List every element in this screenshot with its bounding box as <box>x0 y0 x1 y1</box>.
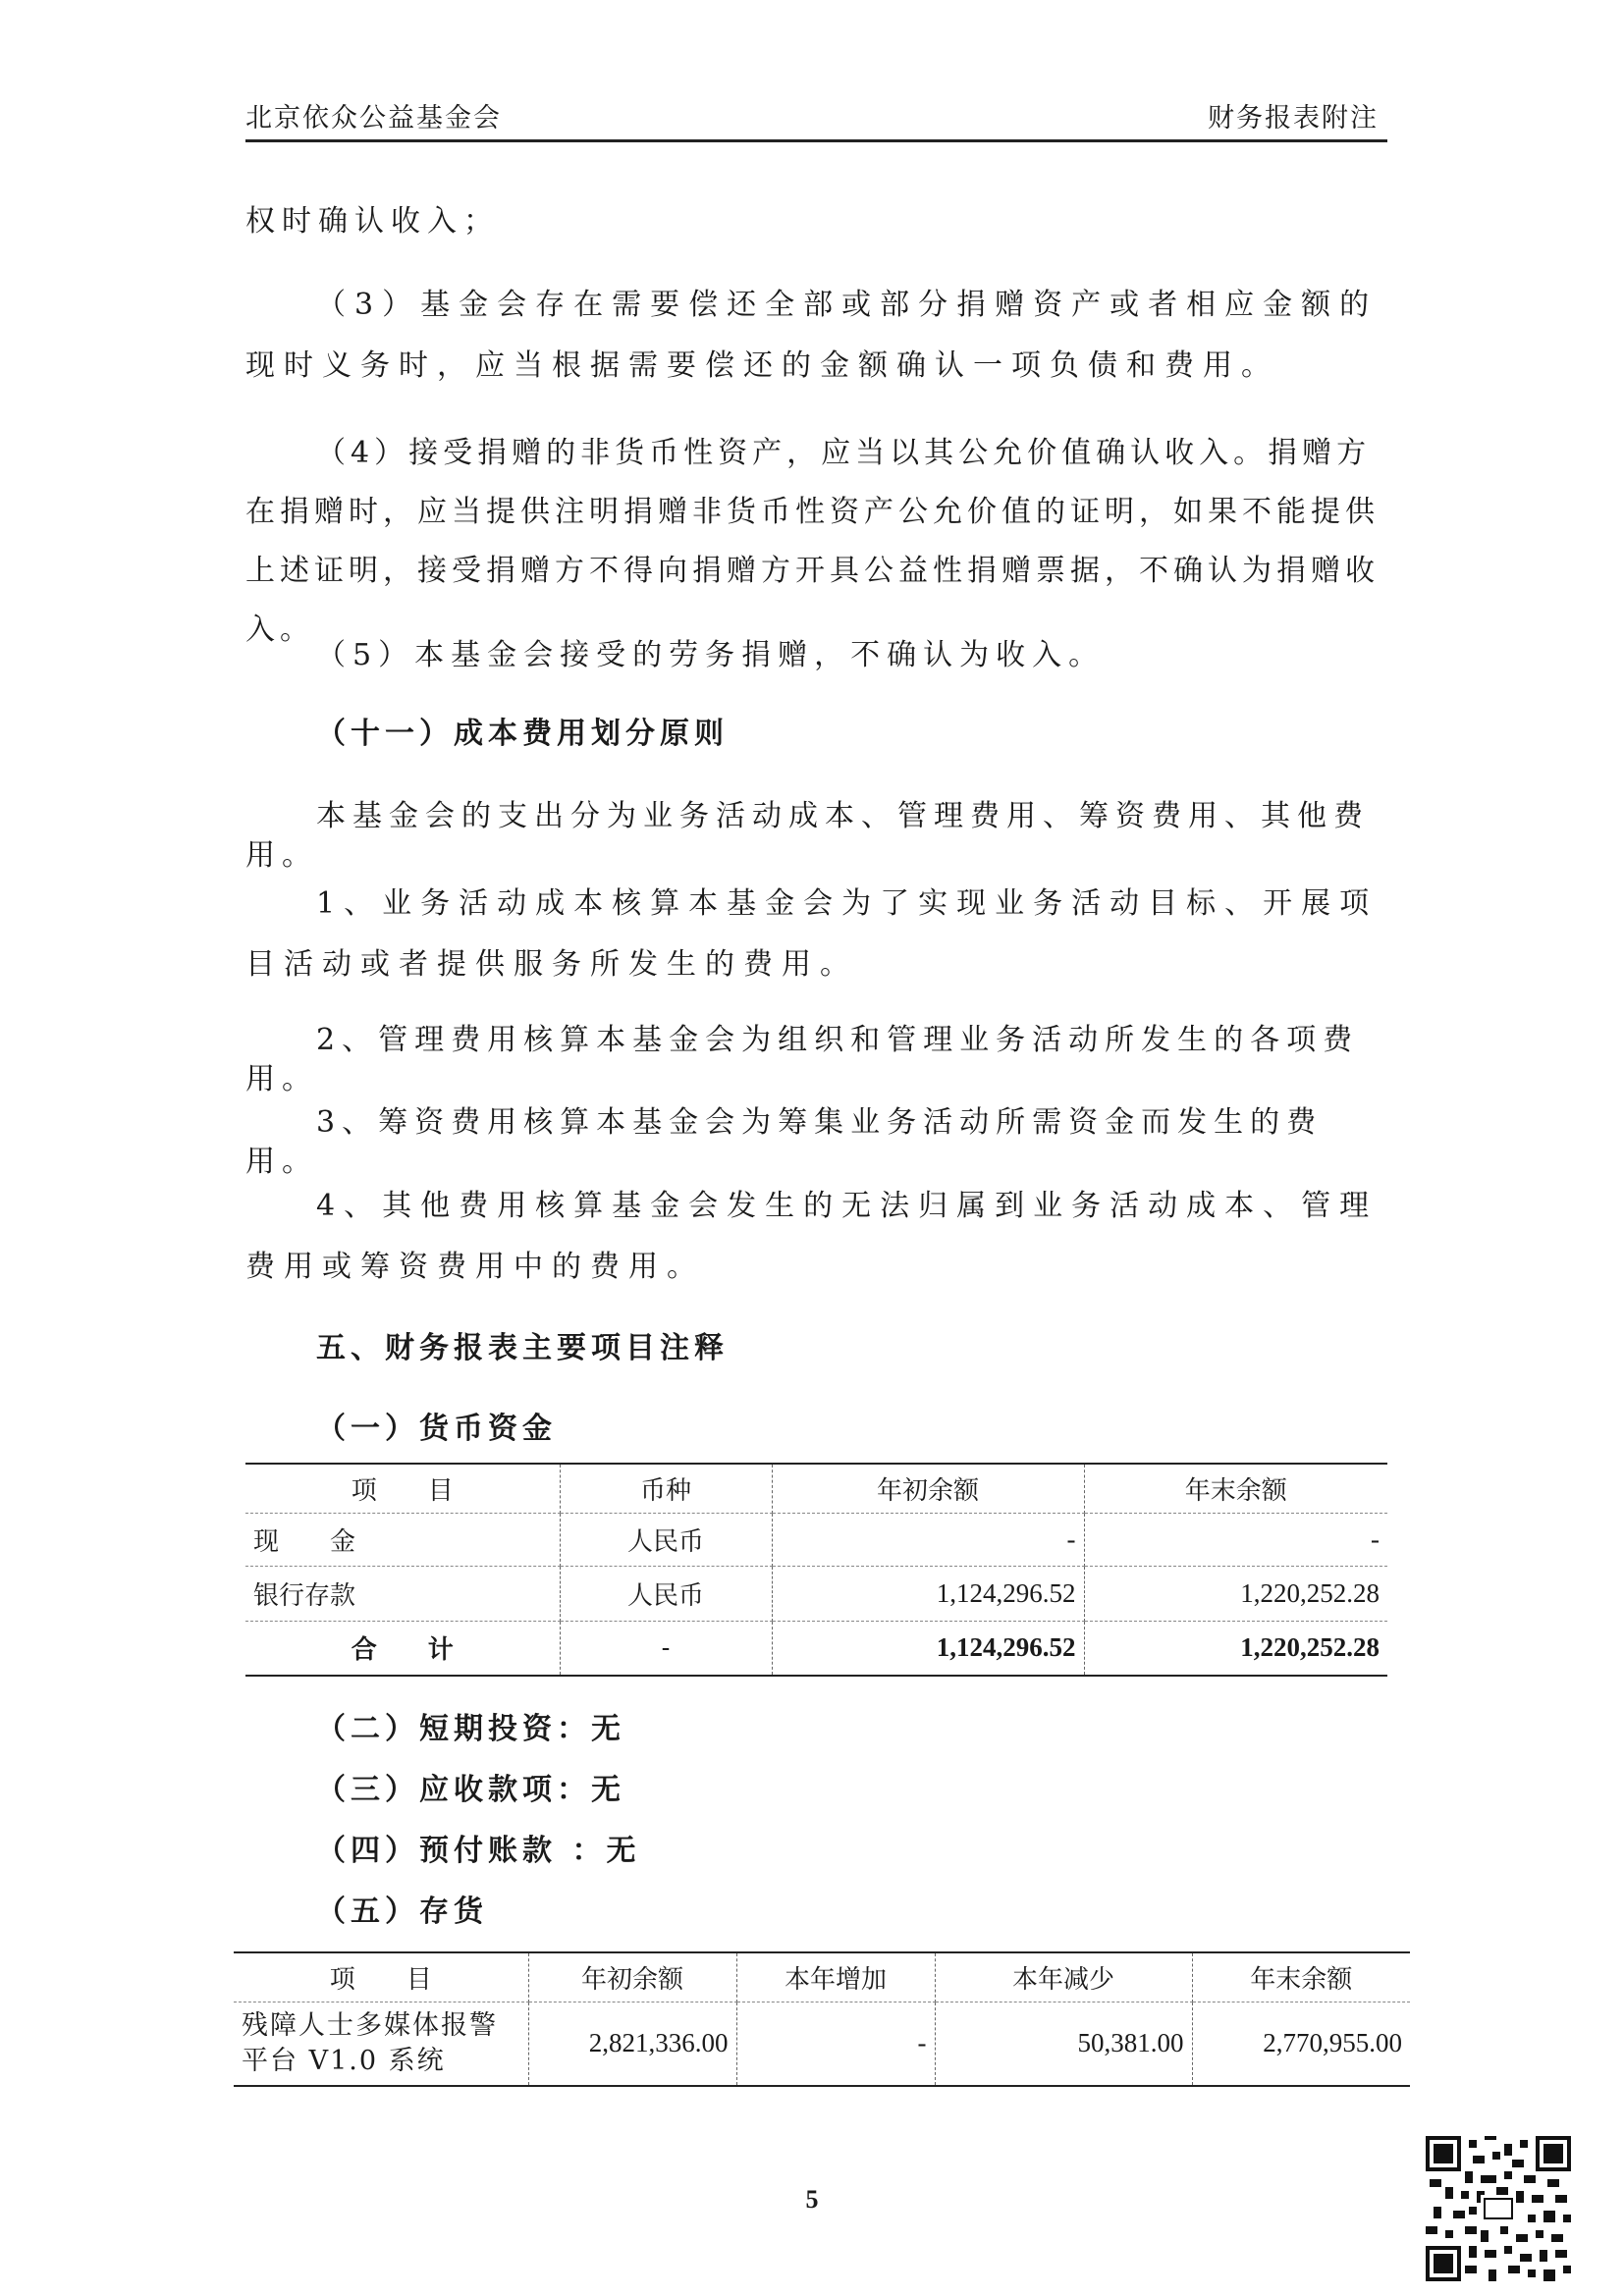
table-row <box>245 1513 1387 1566</box>
total-label: 合 计 <box>245 1621 560 1676</box>
section-11-item-3: 3、筹资费用核算本基金会为筹集业务活动所需资金而发生的费用。 <box>245 1105 1324 1179</box>
section-11-intro: 本基金会的支出分为业务活动成本、管理费用、筹资费用、其他费用。 <box>245 799 1370 873</box>
qr-code-icon <box>1426 2136 1571 2281</box>
page-number: 5 <box>805 2185 819 2214</box>
section-11-title: （十一）成本费用划分原则 <box>316 717 729 751</box>
header-org: 北京依众公益基金会 <box>245 103 502 133</box>
table-cell: - <box>736 2002 935 2086</box>
header-cell: 年末余额 <box>1084 1464 1387 1513</box>
header-cell: 本年减少 <box>935 1952 1192 2002</box>
table-cell: 1,124,296.52 <box>772 1566 1084 1621</box>
note-receivables: （三）应收款项：无 <box>316 1773 625 1807</box>
section-11-item-2: 2、管理费用核算本基金会为组织和管理业务活动所发生的各项费用。 <box>245 1023 1360 1096</box>
header-rule <box>245 139 1387 142</box>
header-doc-title: 财务报表附注 <box>1208 103 1379 133</box>
table-cell: 50,381.00 <box>935 2002 1192 2086</box>
header-cell: 本年增加 <box>736 1952 935 2002</box>
table-cell: 人民币 <box>560 1566 772 1621</box>
table-cell: - <box>1084 1513 1387 1566</box>
table-cell: - <box>560 1621 772 1676</box>
table-cell: 1,220,252.28 <box>1084 1566 1387 1621</box>
section-11-item-4: 4、其他费用核算基金会发生的无法归属到业务活动成本、管理费用或筹资费用中的费用。 <box>245 1189 1379 1284</box>
table-cell: 2,821,336.00 <box>528 2002 736 2086</box>
table-cell: 现 金 <box>245 1513 560 1566</box>
paragraph-4: （5）本基金会接受的劳务捐赠，不确认为收入。 <box>316 638 1106 672</box>
table-row <box>245 1566 1387 1621</box>
table-cell: 残障人士多媒体报警平台 V1.0 系统 <box>234 2002 528 2086</box>
section-5-title: 五、财务报表主要项目注释 <box>316 1331 729 1365</box>
paragraph-2: （3）基金会存在需要偿还全部或部分捐赠资产或者相应金额的现时义务时，应当根据需要偿还的金额确认一项负债和费用。 <box>245 288 1379 383</box>
table-header-row <box>245 1464 1387 1513</box>
header-cell: 年初余额 <box>528 1952 736 2002</box>
paragraph-1: 权时确认收入； <box>245 204 500 239</box>
header-cell: 年末余额 <box>1192 1952 1410 2002</box>
paragraph-3: （4）接受捐赠的非货币性资产，应当以其公允价值确认收入。捐赠方在捐赠时，应当提供注明捐赠非货币性资产公允价值的证明，如果不能提供上述证明，接受捐赠方不得向捐赠方开具公益性捐赠票据，不确认为捐赠收入。 <box>245 436 1380 647</box>
table-row <box>234 2002 1410 2086</box>
table-cell: 1,124,296.52 <box>772 1621 1084 1676</box>
inventory-title: （五）存货 <box>316 1895 488 1929</box>
header-cell: 项 目 <box>245 1464 560 1513</box>
header-cell: 币种 <box>560 1464 772 1513</box>
inventory-table <box>234 1951 1410 2087</box>
table-cell: 银行存款 <box>245 1566 560 1621</box>
table-header-row <box>234 1952 1410 2002</box>
table-cell: 2,770,955.00 <box>1192 2002 1410 2086</box>
header-cell: 项 目 <box>234 1952 528 2002</box>
section-11-item-1: 1、业务活动成本核算本基金会为了实现业务活动目标、开展项目活动或者提供服务所发生的费用。 <box>245 886 1379 982</box>
table-cell: - <box>772 1513 1084 1566</box>
cash-table <box>245 1463 1387 1677</box>
header-cell: 年初余额 <box>772 1464 1084 1513</box>
note-prepayments: （四）预付账款 ：无 <box>316 1834 641 1868</box>
table-cell: 人民币 <box>560 1513 772 1566</box>
table-cell: 1,220,252.28 <box>1084 1621 1387 1676</box>
table-total-row <box>245 1621 1387 1676</box>
cash-title: （一）货币资金 <box>316 1412 557 1446</box>
note-short-term-investment: （二）短期投资：无 <box>316 1712 625 1746</box>
